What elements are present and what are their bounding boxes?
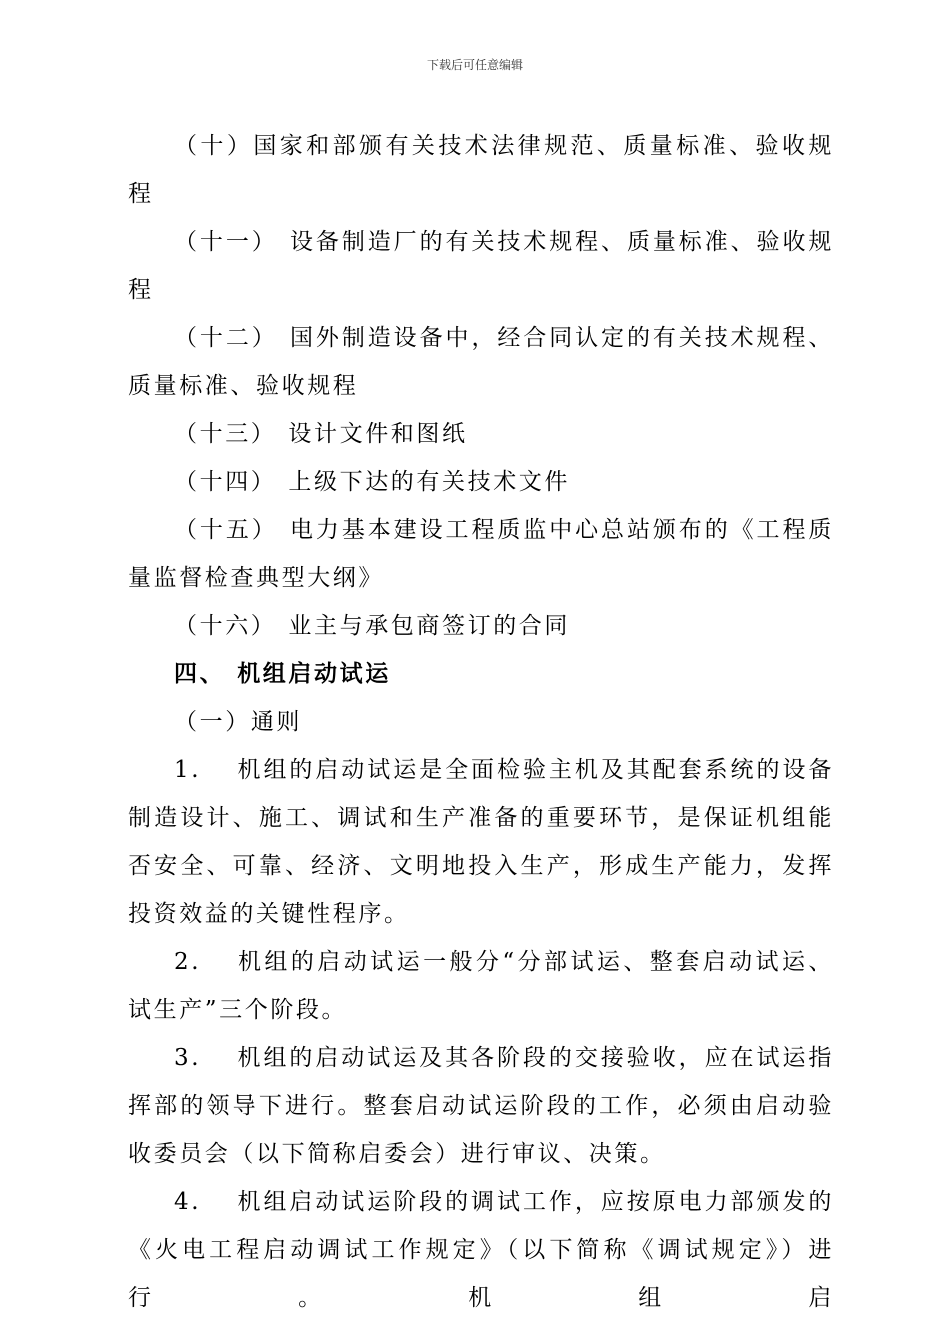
clause-number: 4. (174, 1189, 202, 1215)
item-marker: （十） (174, 133, 254, 159)
item-marker: （十一） (174, 229, 278, 255)
subsection-heading (128, 698, 834, 746)
item-text: 国家和部颁有关技术法律规范、质量标准、验收规程 (128, 133, 834, 207)
clause-paragraph (128, 746, 834, 938)
clause-paragraph (128, 1034, 834, 1178)
clause-paragraph (128, 1178, 834, 1322)
item-marker: （十二） (174, 325, 278, 351)
list-item (128, 218, 834, 314)
clause-text: 机组的启动试运是全面检验主机及其配套系统的设备制造设计、施工、调试和生产准备的重要环节，是保证机组能否安全、可靠、经济、文明地投入生产，形成生产能力，发挥投资效益的关键性程序。 (128, 757, 834, 927)
clause-number: 3. (174, 1045, 202, 1071)
list-item (128, 410, 834, 458)
item-text: 上级下达的有关技术文件 (288, 469, 571, 495)
section-title: 机组启动试运 (237, 661, 391, 687)
item-text: 国外制造设备中，经合同认定的有关技术规程、质量标准、验收规程 (128, 325, 834, 399)
clause-number: 2. (174, 949, 202, 975)
item-text: 设备制造厂的有关技术规程、质量标准、验收规程 (128, 229, 834, 303)
clause-text: 机组启动试运阶段的调试工作，应按原电力部颁发的《火电工程启动调试工作规定》（以下简称《调试规定》）进行。机组启 (128, 1189, 834, 1311)
section-heading (128, 650, 834, 698)
list-item (128, 314, 834, 410)
subsection-marker: （一） (174, 709, 251, 735)
list-item (128, 458, 834, 506)
page-header-note: 下载后可任意编辑 (426, 58, 523, 72)
clause-text: 机组的启动试运及其各阶段的交接验收，应在试运指挥部的领导下进行。整套启动试运阶段的工作，必须由启动验收委员会（以下简称启委会）进行审议、决策。 (128, 1045, 834, 1167)
item-marker: （十五） (174, 517, 278, 543)
list-item (128, 506, 834, 602)
item-text: 业主与承包商签订的合同 (288, 613, 571, 639)
item-marker: （十四） (174, 469, 277, 495)
clause-paragraph (128, 938, 834, 1034)
clause-number: 1. (174, 757, 202, 783)
document-body (128, 122, 834, 1322)
list-item (128, 602, 834, 650)
subsection-title: 通则 (250, 709, 303, 735)
item-marker: （十三） (174, 421, 277, 447)
item-text: 设计文件和图纸 (288, 421, 468, 447)
section-marker: 四、 (174, 661, 226, 687)
item-marker: （十六） (174, 613, 277, 639)
clause-text: 机组的启动试运一般分“分部试运、整套启动试运、试生产”三个阶段。 (128, 949, 834, 1023)
list-item (128, 122, 834, 218)
item-text: 电力基本建设工程质监中心总站颁布的《工程质量监督检查典型大纲》 (128, 517, 834, 591)
